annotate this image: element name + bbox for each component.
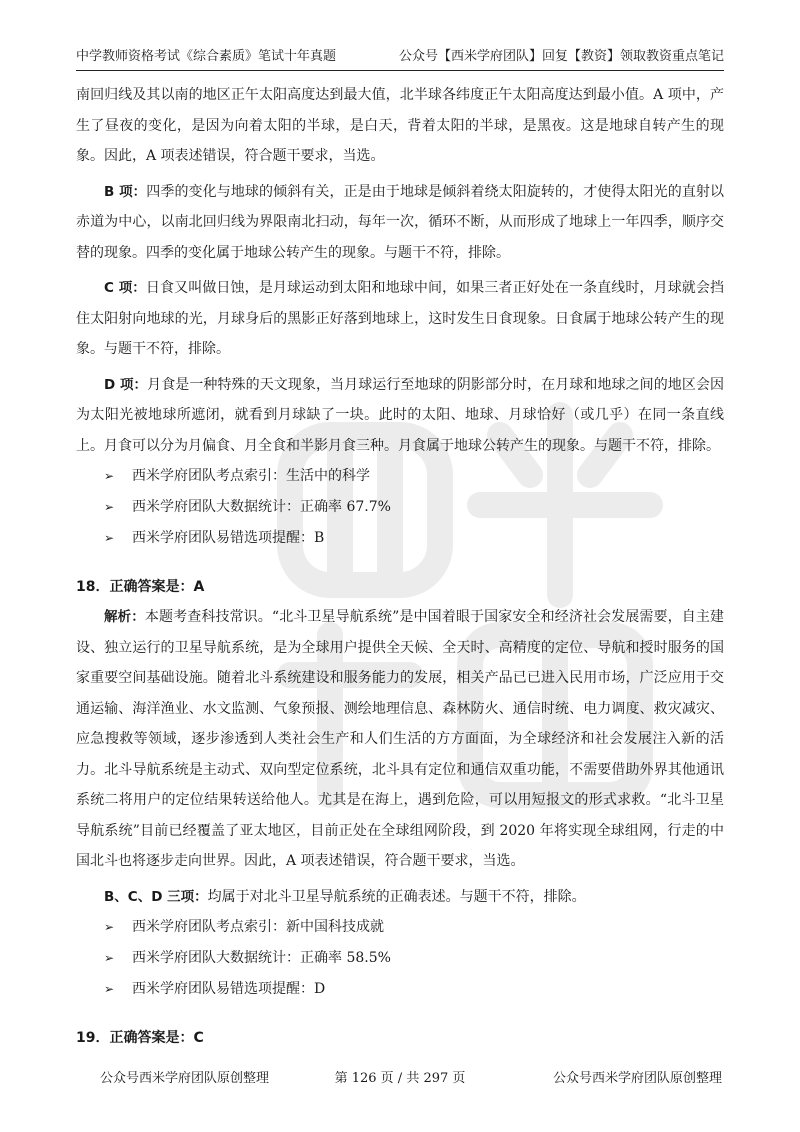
options-bcd-text: 均属于对北斗卫星导航系统的正确表述。与题干不符，排除。 bbox=[207, 888, 586, 905]
arrow-bullet-icon: ➢ bbox=[104, 920, 115, 934]
bullet-text: 西米学府团队易错选项提醒：B bbox=[132, 530, 325, 546]
option-b-text: 四季的变化与地球的倾斜有关，正是由于地球是倾斜着绕太阳旋转的，才使得太阳光的直射以赤道为中心，以南北回归线为界限南北扫动，每年一次，循环不断，从而形成了地球上一年四季，顺序交替的现象。四季的变化属于地球公转产生的现象。与题干不符，排除。 bbox=[76, 183, 724, 261]
arrow-bullet-icon: ➢ bbox=[104, 469, 115, 483]
options-bcd-label: B、C、D 三项： bbox=[104, 888, 208, 905]
question18-options-bcd bbox=[76, 882, 724, 913]
answer17-option-c bbox=[76, 273, 724, 365]
option-b-label: B 项： bbox=[104, 183, 147, 200]
list-item bbox=[76, 974, 724, 1005]
footer-right-note: 公众号西米学府团队原创整理 bbox=[552, 1071, 722, 1086]
header-left-title: 中学教师资格考试《综合素质》笔试十年真题 bbox=[76, 49, 337, 64]
list-item bbox=[76, 492, 724, 523]
page-content bbox=[76, 80, 724, 1053]
page-number: 第 126 页 / 共 297 页 bbox=[334, 1071, 466, 1086]
bullet-text: 西米学府团队大数据统计：正确率 67.7% bbox=[132, 499, 391, 515]
analysis-label: 解析： bbox=[104, 609, 145, 625]
answer17-a-explanation: 南回归线及其以南的地区正午太阳高度达到最大值，北半球各纬度正午太阳高度达到最小值。A 项中，产生了昼夜的变化，是因为向着太阳的半球，是白天，背着太阳的半球，是黑夜。这是地球自转产生的现象。因此，A 项表述错误，符合题干要求，当选。 bbox=[76, 87, 724, 164]
option-c-label: C 项： bbox=[104, 280, 146, 296]
question18-answer-heading: 18．正确答案是：A bbox=[76, 579, 205, 595]
answer17-option-d bbox=[76, 370, 724, 462]
analysis-text: 本题考查科技常识。“北斗卫星导航系统”是中国着眼于国家安全和经济社会发展需要，自主建设、独立运行的卫星导航系统，是为全球用户提供全天候、全天时、高精度的定位、导航和授时服务的国家重要空间基础设施。随着北斗系统建设和服务能力的发展，相关产品已已进入民用市场，广泛应用于交通运输、海洋渔业、水文监测、气象预报、测绘地理信息、森林防火、通信时统、电力调度、救灾减灾、应急搜救等领域，逐步渗透到人类社会生产和人们生活的方方面面，为全球经济和社会发展注入新的活力。北斗导航系统是主动式、双向型定位系统，北斗具有定位和通信双重功能，不需要借助外界其他通讯系统二将用户的定位结果转送给他人。尤其是在海上，遇到危险，可以用短报文的形式求救。“北斗卫星导航系统”目前已经覆盖了亚太地区，目前正处在全球组网阶段，到 2020 年将实现全球组网，行走的中国北斗也将逐步走向世界。因此，A 项表述错误，符合题干要求，当选。 bbox=[76, 609, 725, 869]
option-d-text: 月食是一种特殊的天文现象，当月球运行至地球的阴影部分时，在月球和地球之间的地区会因为太阳光被地球所遮闭，就看到月球缺了一块。此时的太阳、地球、月球恰好（或几乎）在同一条直线上。月食可以分为月偏食、月全食和半影月食三种。月食属于地球公转产生的现象。与题干不符，排除。 bbox=[76, 376, 725, 454]
answer17-option-b bbox=[76, 177, 724, 269]
footer-left-note: 公众号西米学府团队原创整理 bbox=[100, 1071, 270, 1086]
bullet-text: 西米学府团队考点索引：生活中的科学 bbox=[132, 468, 370, 484]
header-right-note: 公众号【西米学府团队】回复【教资】领取教资重点笔记 bbox=[398, 49, 724, 64]
option-c-text: 日食又叫做日蚀，是月球运动到太阳和地球中间，如果三者正好处在一条直线时，月球就会挡住太阳射向地球的光，月球身后的黑影正好落到地球上，这时发生日食现象。日食属于地球公转产生的现象。与题干不符，排除。 bbox=[76, 280, 725, 357]
list-item bbox=[76, 461, 724, 492]
arrow-bullet-icon: ➢ bbox=[104, 531, 115, 545]
question18-analysis bbox=[76, 602, 724, 877]
question19-answer-heading: 19．正确答案是：C bbox=[76, 1030, 204, 1046]
list-item bbox=[76, 912, 724, 943]
page-header bbox=[76, 48, 724, 71]
page-footer bbox=[0, 1068, 800, 1090]
bullet-text: 西米学府团队易错选项提醒：D bbox=[132, 981, 326, 997]
list-item bbox=[76, 523, 724, 554]
bullet-text: 西米学府团队考点索引：新中国科技成就 bbox=[132, 919, 384, 935]
arrow-bullet-icon: ➢ bbox=[104, 951, 115, 965]
arrow-bullet-icon: ➢ bbox=[104, 500, 115, 514]
arrow-bullet-icon: ➢ bbox=[104, 982, 115, 996]
list-item bbox=[76, 943, 724, 974]
bullet-text: 西米学府团队大数据统计：正确率 58.5% bbox=[132, 950, 391, 966]
option-d-label: D 项： bbox=[104, 376, 148, 393]
